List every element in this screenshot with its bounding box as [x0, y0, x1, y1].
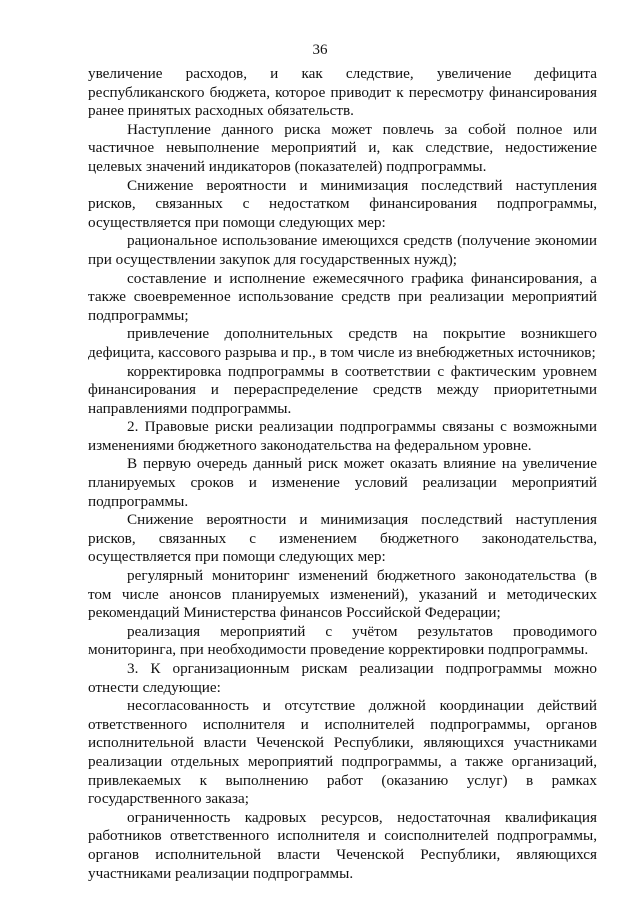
paragraph-legal-risk-impact: В первую очередь данный риск может оказать влияние на увеличение планируемых сроков и изменение условий реализации мероприятий подпрограммы.	[88, 455, 597, 510]
paragraph-financial-risk-mitigation: Снижение вероятности и минимизация последствий наступления рисков, связанных с недостатком финансирования подпрограммы, осуществляется при помощи следующих мер:	[88, 176, 597, 231]
list-item-coordination: несогласованность и отсутствие должной координации действий ответственного исполнителя и исполнителей подпрограммы, органов исполнительной власти Чеченской Республики, являющихся участниками реализации отдельных мероприятий подпрограммы, а также организаций, привлекаемых к выполнению работ (оказанию услуг) в рамках государственного заказа;	[88, 697, 597, 808]
list-item-monitoring-results: реализация мероприятий с учётом результатов проводимого мониторинга, при необходимости проведение корректировки подпрограммы.	[88, 622, 597, 659]
list-item-rational-use: рациональное использование имеющихся средств (получение экономии при осуществлении закупок для государственных нужд);	[88, 232, 597, 268]
paragraph-legal-risk-mitigation: Снижение вероятности и минимизация последствий наступления рисков, связанных с изменением бюджетного законодательства, осуществляется при помощи следующих мер:	[88, 511, 597, 566]
paragraph-continuation: увеличение расходов, и как следствие, увеличение дефицита республиканского бюджета, которое приводит к пересмотру финансирования ранее принятых расходных обязательств.	[88, 65, 597, 120]
page-number: 36	[312, 42, 328, 58]
list-item-program-adjustment: корректировка подпрограммы в соответствии с фактическим уровнем финансирования и перераспределение средств между приоритетными направлениями подпрограммы.	[88, 362, 597, 417]
document-body	[88, 65, 597, 883]
list-item-legislation-monitoring: регулярный мониторинг изменений бюджетного законодательства (в том числе анонсов планируемых изменений), указаний и методических рекомендаций Министерства финансов Российской Федерации;	[88, 567, 597, 622]
paragraph-legal-risks: 2. Правовые риски реализации подпрограммы связаны с возможными изменениями бюджетного законодательства на федеральном уровне.	[88, 418, 597, 454]
list-item-additional-funds: привлечение дополнительных средств на покрытие возникшего дефицита, кассового разрыва и пр., в том числе из внебюджетных источников;	[88, 325, 597, 361]
paragraph-organizational-risks: 3. К организационным рискам реализации подпрограммы можно отнести следующие:	[88, 660, 597, 696]
list-item-monthly-schedule: составление и исполнение ежемесячного графика финансирования, а также своевременное использование средств при реализации мероприятий подпрограммы;	[88, 269, 597, 324]
list-item-staff-resources: ограниченность кадровых ресурсов, недостаточная квалификация работников ответственного исполнителя и соисполнителей подпрограммы, органов исполнительной власти Чеченской Республики, являющихся участниками реализации подпрограммы.	[88, 808, 597, 882]
paragraph-risk-consequence: Наступление данного риска может повлечь за собой полное или частичное невыполнение мероприятий и, как следствие, недостижение целевых значений индикаторов (показателей) подпрограммы.	[88, 120, 597, 175]
